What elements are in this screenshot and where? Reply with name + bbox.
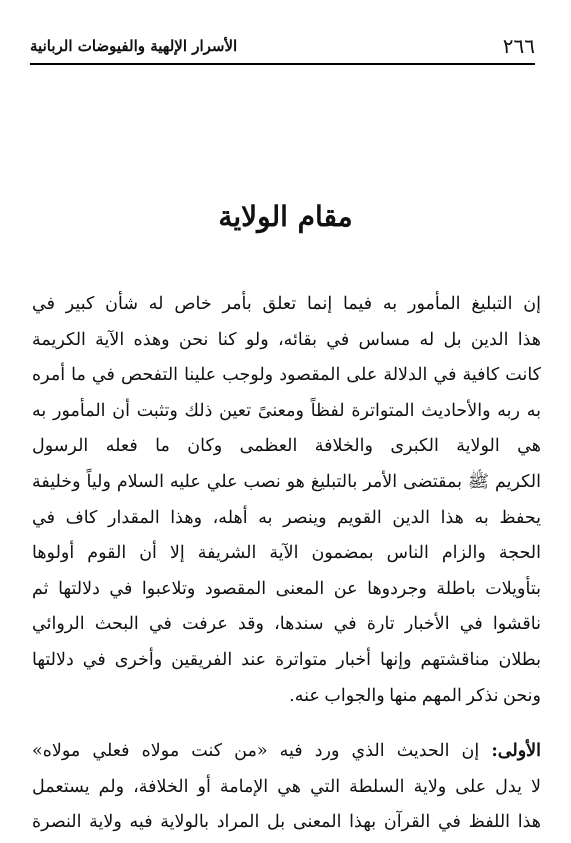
text-line: هي الولاية الكبرى والخلافة العظمى وكان ما فعله الرسول [32, 436, 541, 457]
page-number: ٢٦٦ [502, 34, 535, 58]
body-text [32, 287, 541, 841]
paragraph-lead: الأولى: [491, 741, 541, 762]
text-line: ناقشوا في الأخبار تارة في سندها، وقد عرفت في البحث الروائي [32, 614, 541, 635]
text-line: الحجة والزام الناس بمضمون الآية الشريفة إلا أن القوم أولوها [32, 543, 541, 564]
text-line: يحفظ به هذا الدين القويم وينصر به أهله، وهذا المقدار كاف في [32, 507, 541, 528]
text-line: لا يدل على ولاية السلطة التي هي الإمامة أو الخلافة، ولم يستعمل [32, 776, 541, 797]
text-line: بطلان مناقشتهم وإنها أخبار متواترة عند الفريقين وأخرى في دلالتها [32, 649, 541, 670]
paragraph-gap [32, 714, 541, 734]
text-line: إن التبليغ المأمور به فيما إنما تعلق بأمر خاص له شأن كبير في [32, 294, 541, 314]
section-title: مقام الولاية [218, 200, 353, 233]
text-line [32, 734, 541, 770]
text-line: بتأويلات باطلة وجردوها عن المعنى المقصود وتلاعبوا في دلالتها ثم [32, 578, 541, 599]
text-line: ونحن نذكر المهم منها والجواب عنه. [289, 685, 541, 706]
text-line: به ربه والأحاديث المتواترة لفظاً ومعنىً تعين ذلك وتثبت أن المأمور به [32, 400, 541, 421]
book-title: الأسرار الإلهية والفيوضات الربانية [30, 37, 238, 55]
text-line: كانت كافية في الدلالة على المقصود ولوجب علينا التفحص في ما أمره [32, 365, 541, 386]
text-line: هذا اللفظ في القرآن بهذا المعنى بل المراد بالولاية فيه ولاية النصرة [32, 812, 541, 833]
text-line: هذا الدين بل له مساس في بقائه، ولو كنا نحن وهذه الآية الكريمة [32, 329, 541, 350]
text-line-rest: إن الحديث الذي ورد فيه «من كنت مولاه فعلي مولاه» [32, 741, 480, 762]
text-line: الكريم ﷺ بمقتضى الأمر بالتبليغ هو نصب علي عليه السلام ولياً وخليفة [32, 471, 541, 492]
running-header [30, 33, 535, 65]
